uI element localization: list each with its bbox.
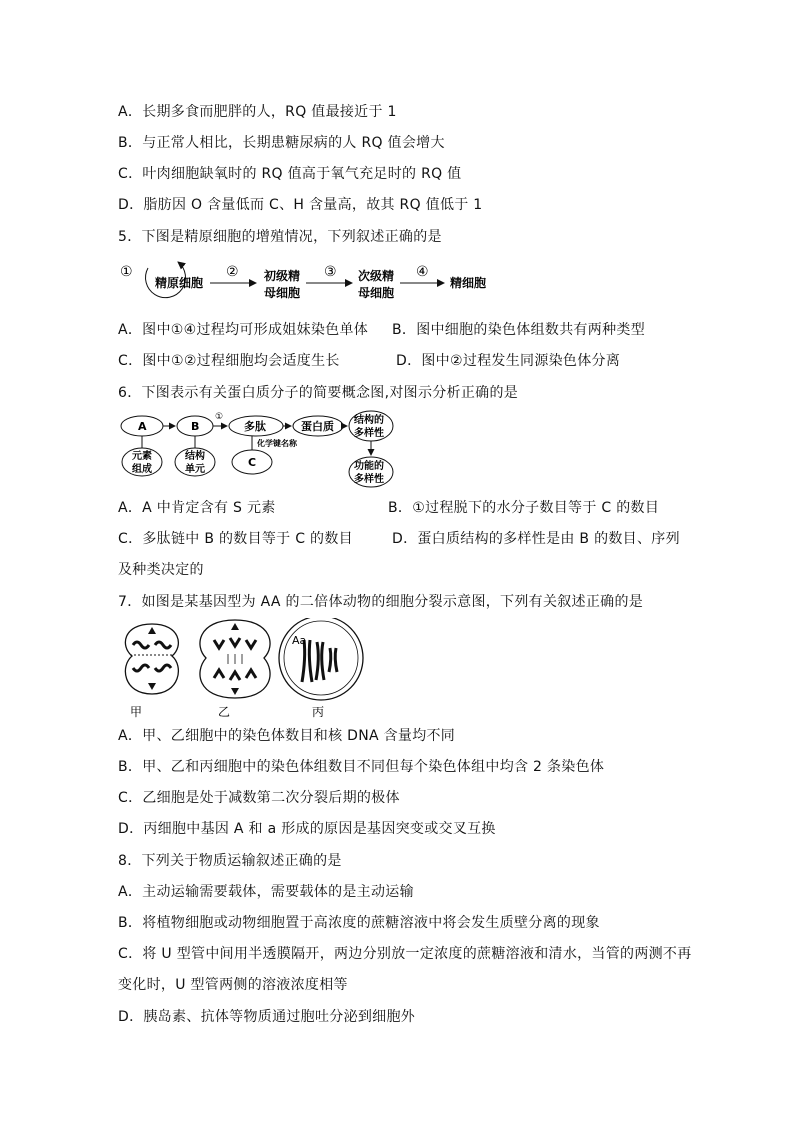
q6-node-unit-line1: 结构	[185, 451, 205, 462]
q6-stem: 6．下图表示有关蛋白质分子的简要概念图,对图示分析正确的是	[118, 385, 519, 401]
q7-option-d: D．丙细胞中基因 A 和 a 形成的原因是基因突变或交叉互换	[118, 821, 496, 837]
q6-node-c: C	[248, 456, 257, 469]
q5-step3-label: ③	[324, 264, 337, 280]
q8-option-a: A．主动运输需要载体，需要载体的是主动运输	[118, 884, 414, 900]
q4-option-b: B．与正常人相比，长期患糖尿病的人 RQ 值会增大	[118, 135, 445, 151]
q7-option-a: A．甲、乙细胞中的染色体数目和核 DNA 含量均不同	[118, 728, 456, 744]
q7-cell-bing	[279, 618, 363, 700]
q5-stem: 5．下图是精原细胞的增殖情况，下列叙述正确的是	[118, 229, 442, 245]
q5-cell-secondary-line2: 母细胞	[358, 286, 395, 300]
q7-gene-label: Aa	[292, 634, 307, 647]
q4-option-a: A．长期多食而肥胖的人，RQ 值最接近于 1	[118, 104, 397, 120]
q7-option-c: C．乙细胞是处于减数第二次分裂后期的极体	[118, 790, 400, 806]
q5-step2-label: ②	[226, 264, 239, 280]
q6-node-function-line1: 功能的	[354, 461, 384, 472]
q8-option-b: B．将植物细胞或动物细胞置于高浓度的蔗糖溶液中将会发生质壁分离的现象	[118, 915, 600, 931]
q5-spermatogenesis-diagram	[118, 256, 508, 306]
q6-node-a: A	[138, 420, 147, 433]
q7-label-bing: 丙	[312, 705, 325, 719]
q5-cell-primary-line2: 母细胞	[264, 286, 301, 300]
q7-cell-jia	[125, 624, 178, 694]
q5-cell-spermatogonium: 精原细胞	[155, 276, 204, 290]
q7-cell-yi	[200, 620, 270, 698]
q5-step4-label: ④	[416, 264, 429, 280]
q6-step1-label: ①	[215, 412, 224, 422]
q6-option-b: B．①过程脱下的水分子数目等于 C 的数目	[388, 500, 660, 516]
q7-label-yi: 乙	[218, 705, 231, 719]
q5-option-b: B．图中细胞的染色体组数共有两种类型	[392, 322, 646, 338]
q4-option-d: D．脂肪因 O 含量低而 C、H 含量高，故其 RQ 值低于 1	[118, 197, 483, 213]
q6-protein-concept-map	[118, 409, 418, 491]
q6-node-element-line1: 元素	[132, 451, 152, 462]
q5-cell-spermatid: 精细胞	[450, 276, 487, 290]
q7-cell-division-figure	[118, 618, 368, 720]
q7-option-b: B．甲、乙和丙细胞中的染色体组数目不同但每个染色体组中均含 2 条染色体	[118, 759, 605, 775]
q6-node-peptide: 多肽	[244, 420, 266, 433]
q4-option-c: C．叶肉细胞缺氧时的 RQ 值高于氧气充足时的 RQ 值	[118, 166, 462, 182]
q6-bond-label: 化学键名称	[257, 439, 297, 448]
q5-option-d: D．图中②过程发生同源染色体分离	[396, 353, 621, 369]
q5-option-a: A．图中①④过程均可形成姐妹染色单体	[118, 322, 369, 338]
q6-option-a: A．A 中肯定含有 S 元素	[118, 500, 276, 516]
q6-node-unit-line2: 单元	[185, 464, 205, 475]
q7-stem: 7．如图是某基因型为 AA 的二倍体动物的细胞分裂示意图，下列有关叙述正确的是	[118, 594, 644, 610]
q5-option-c: C．图中①②过程细胞均会适度生长	[118, 353, 340, 369]
q7-label-jia: 甲	[130, 705, 143, 719]
q6-node-protein: 蛋白质	[301, 420, 334, 433]
q8-option-c-continued: 变化时，U 型管两侧的溶液浓度相等	[118, 977, 348, 993]
q6-node-structure-line2: 多样性	[354, 428, 384, 439]
q6-node-structure-line1: 结构的	[354, 415, 384, 426]
q6-node-b: B	[191, 420, 200, 433]
q8-option-c: C．将 U 型管中间用半透膜隔开，两边分别放一定浓度的蔗糖溶液和清水，当管的两测不再	[118, 946, 692, 962]
q6-node-function-line2: 多样性	[354, 474, 384, 485]
q5-step1-label: ①	[120, 264, 133, 280]
q5-cell-secondary-line1: 次级精	[358, 269, 395, 283]
q8-option-d: D．胰岛素、抗体等物质通过胞吐分泌到细胞外	[118, 1009, 416, 1025]
q6-option-d-continued: 及种类决定的	[118, 562, 204, 578]
q6-node-element-line2: 组成	[132, 464, 152, 475]
q8-stem: 8．下列关于物质运输叙述正确的是	[118, 853, 342, 869]
q5-cell-primary-line1: 初级精	[264, 269, 301, 283]
q6-option-d: D．蛋白质结构的多样性是由 B 的数目、序列	[392, 531, 680, 547]
q6-option-c: C．多肽链中 B 的数目等于 C 的数目	[118, 531, 353, 547]
